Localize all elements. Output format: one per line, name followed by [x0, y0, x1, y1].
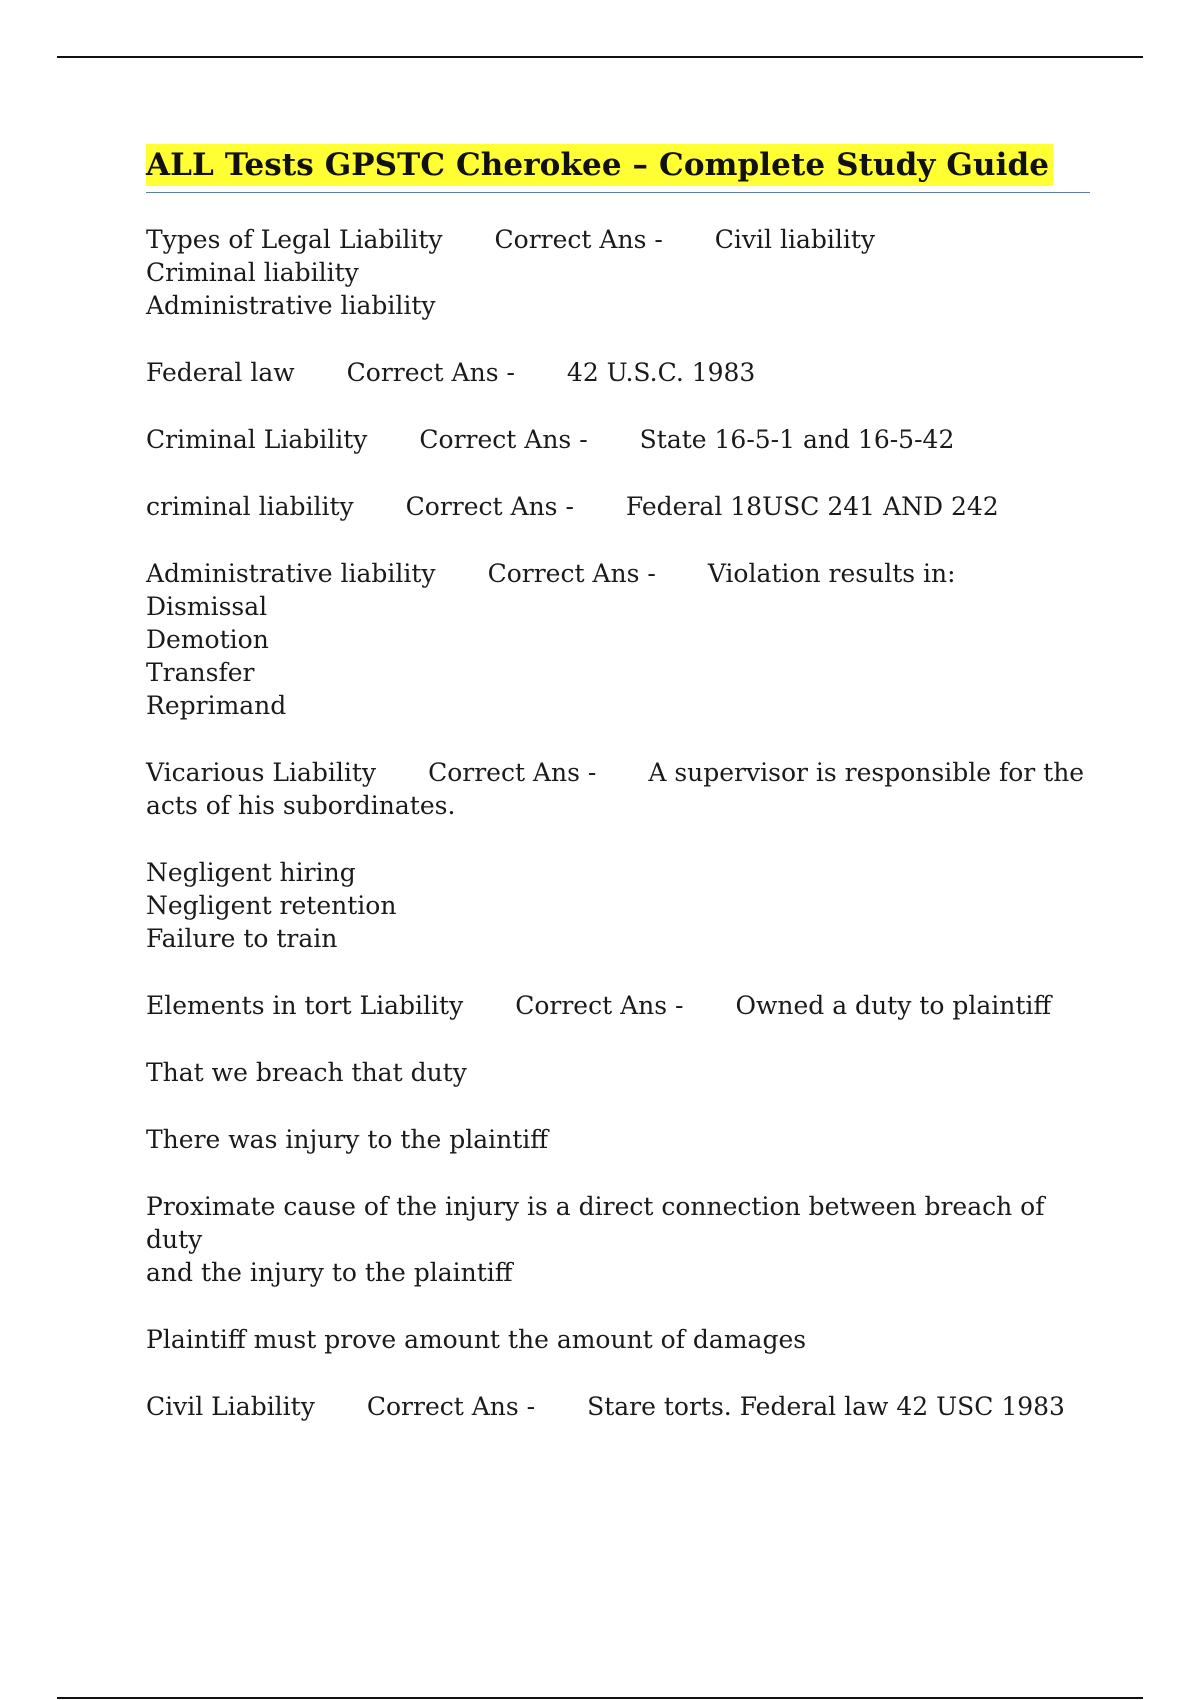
qa-entry	[146, 423, 1090, 456]
answer-continuation-line: Administrative liability	[146, 291, 436, 320]
study-entries	[146, 223, 1090, 1423]
answer-text: A supervisor is responsible for the	[648, 758, 1085, 787]
qa-first-line	[146, 490, 1090, 523]
qa-first-line	[146, 423, 1090, 456]
answer-continuation-line: Criminal liability	[146, 258, 359, 287]
answer-continuation-line: acts of his subordinates.	[146, 791, 456, 820]
answer-text: Stare torts. Federal law 42 USC 1983	[587, 1392, 1065, 1421]
answer-continuation-line: Reprimand	[146, 691, 287, 720]
document-title: ALL Tests GPSTC Cherokee – Complete Study Guide	[146, 144, 1053, 186]
correct-answer-label: Correct Ans -	[487, 559, 656, 588]
qa-first-line	[146, 223, 1090, 256]
top-rule	[57, 56, 1143, 58]
question-text: Elements in tort Liability	[146, 991, 464, 1020]
answer-paragraph-line: Negligent retention	[146, 891, 397, 920]
qa-first-line	[146, 989, 1090, 1022]
answer-text: Violation results in:	[707, 559, 956, 588]
qa-entry	[146, 756, 1090, 822]
qa-first-line	[146, 756, 1090, 789]
qa-entry	[146, 557, 1090, 722]
answer-text: State 16-5-1 and 16-5-42	[639, 425, 955, 454]
document-page	[146, 144, 1090, 1457]
qa-entry	[146, 989, 1090, 1022]
question-text: Civil Liability	[146, 1392, 315, 1421]
correct-answer-label: Correct Ans -	[494, 225, 663, 254]
answer-text: Civil liability	[714, 225, 876, 254]
answer-paragraph	[146, 1323, 1090, 1356]
answer-paragraph-line: Failure to train	[146, 924, 338, 953]
correct-answer-label: Correct Ans -	[346, 358, 515, 387]
correct-answer-label: Correct Ans -	[419, 425, 588, 454]
answer-paragraph-line: Negligent hiring	[146, 858, 356, 887]
question-text: Criminal Liability	[146, 425, 368, 454]
answer-paragraph	[146, 1190, 1090, 1289]
qa-entry	[146, 223, 1090, 322]
answer-text: Owned a duty to plaintiff	[735, 991, 1052, 1020]
correct-answer-label: Correct Ans -	[366, 1392, 536, 1421]
answer-paragraph-line: There was injury to the plaintiff	[146, 1125, 549, 1154]
correct-answer-label: Correct Ans -	[405, 492, 574, 521]
qa-entry	[146, 1390, 1090, 1423]
qa-entry	[146, 490, 1090, 523]
answer-continuation-line: Demotion	[146, 625, 269, 654]
qa-first-line	[146, 557, 1090, 590]
answer-text: Federal 18USC 241 AND 242	[625, 492, 999, 521]
answer-paragraph	[146, 856, 1090, 955]
qa-entry	[146, 356, 1090, 389]
answer-paragraph	[146, 1056, 1090, 1089]
title-block	[146, 144, 1090, 193]
answer-paragraph	[146, 1123, 1090, 1156]
correct-answer-label: Correct Ans -	[428, 758, 597, 787]
answer-continuation-line: Dismissal	[146, 592, 268, 621]
question-text: Administrative liability	[146, 559, 436, 588]
answer-paragraph-line: That we breach that duty	[146, 1058, 467, 1087]
qa-first-line	[146, 356, 1090, 389]
question-text: Vicarious Liability	[146, 758, 377, 787]
question-text: Federal law	[146, 358, 295, 387]
answer-paragraph-line: Proximate cause of the injury is a direct connection between breach of duty	[146, 1192, 1045, 1254]
question-text: Types of Legal Liability	[146, 225, 443, 254]
correct-answer-label: Correct Ans -	[515, 991, 684, 1020]
question-text: criminal liability	[146, 492, 354, 521]
answer-paragraph-line: and the injury to the plaintiff	[146, 1258, 513, 1287]
qa-first-line	[146, 1390, 1090, 1423]
bottom-rule	[57, 1697, 1143, 1699]
answer-paragraph-line: Plaintiff must prove amount the amount of damages	[146, 1325, 807, 1354]
answer-continuation-line: Transfer	[146, 658, 255, 687]
answer-text: 42 U.S.C. 1983	[566, 358, 756, 387]
